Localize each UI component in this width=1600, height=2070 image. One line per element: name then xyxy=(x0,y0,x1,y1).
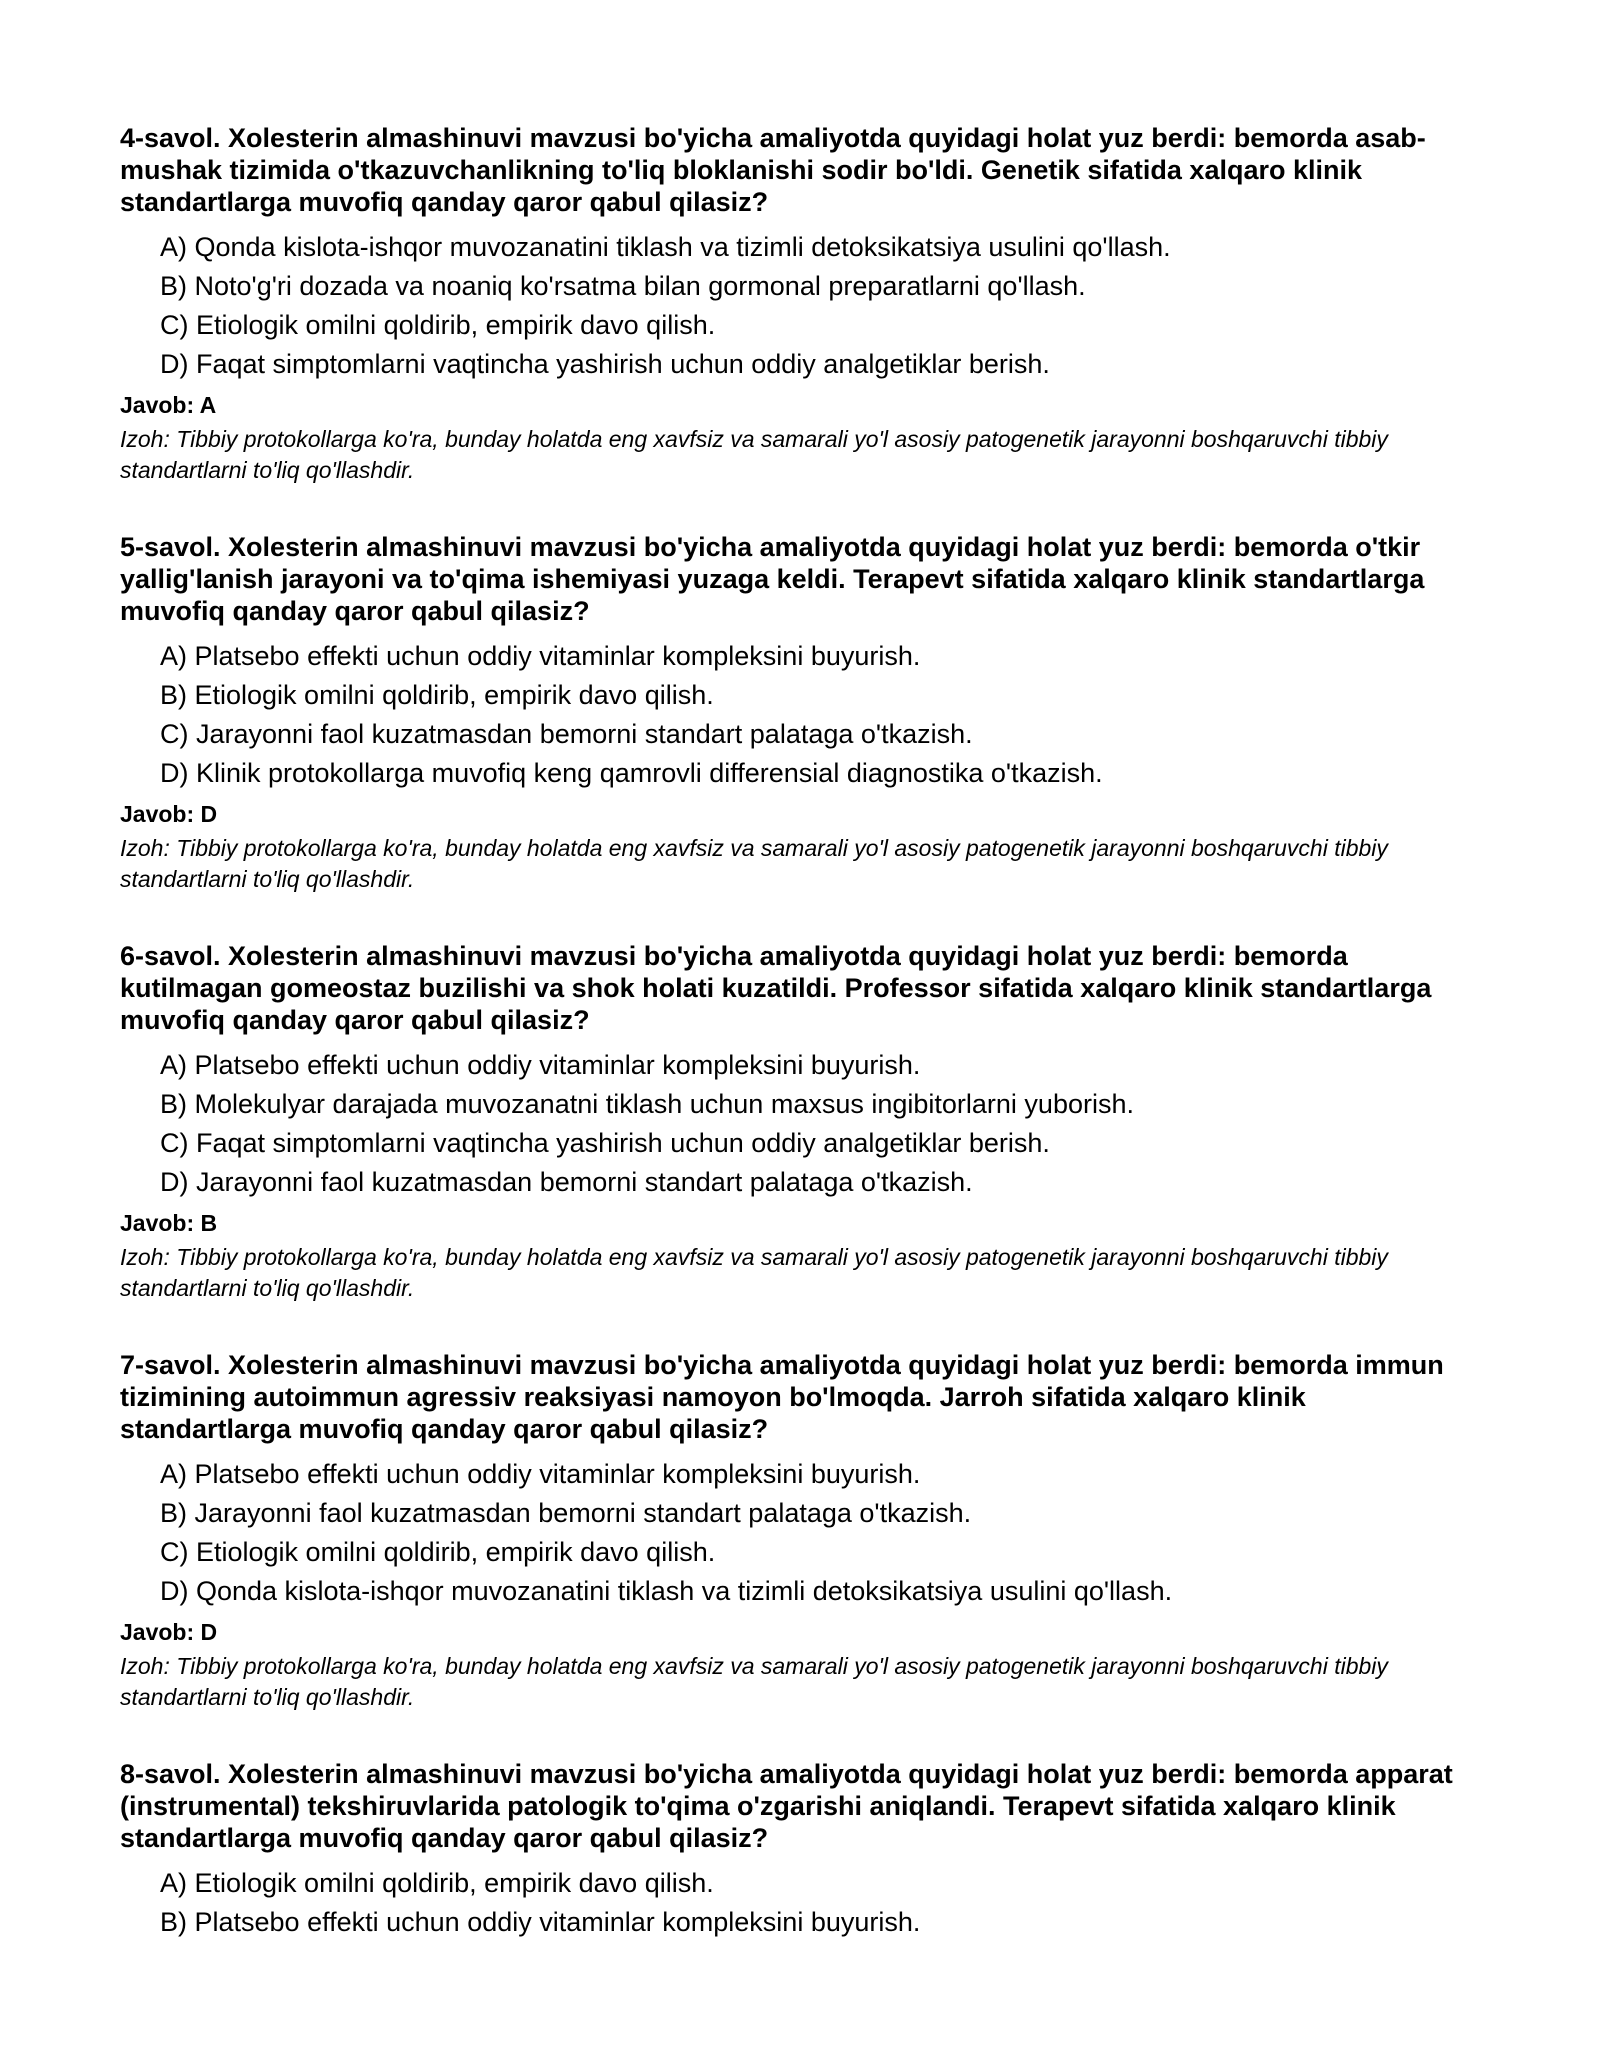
answer-text: Javob: A xyxy=(120,392,217,418)
options-list xyxy=(160,637,1480,793)
document-page xyxy=(120,122,1480,1942)
option-d: D) Jarayonni faol kuzatmasdan bemorni standart palataga o'tkazish. xyxy=(160,1167,973,1197)
option-b: B) Noto'g'ri dozada va noaniq ko'rsatma bilan gormonal preparatlarni qo'llash. xyxy=(160,271,1086,301)
option-c: C) Jarayonni faol kuzatmasdan bemorni standart palataga o'tkazish. xyxy=(160,719,973,749)
option-b: B) Jarayonni faol kuzatmasdan bemorni standart palataga o'tkazish. xyxy=(160,1498,972,1528)
answer-text: Javob: B xyxy=(120,1210,218,1236)
options-list xyxy=(160,1864,1480,1942)
explanation-note: Izoh: Tibbiy protokollarga ko'ra, bunday holatda eng xavfsiz va samarali yo'l asosiy patogenetik jarayonni boshqaruvchi tibbiy standartlarni to'liq qo'llashdir. xyxy=(120,426,1388,483)
options-list xyxy=(160,228,1480,384)
option-c: C) Faqat simptomlarni vaqtincha yashirish uchun oddiy analgetiklar berish. xyxy=(160,1128,1050,1158)
option-b: B) Platsebo effekti uchun oddiy vitaminlar kompleksini buyurish. xyxy=(160,1907,921,1937)
options-list xyxy=(160,1046,1480,1202)
option-d: D) Qonda kislota-ishqor muvozanatini tiklash va tizimli detoksikatsiya usulini qo'llash. xyxy=(160,1576,1173,1606)
option-d: D) Klinik protokollarga muvofiq keng qamrovli differensial diagnostika o'tkazish. xyxy=(160,758,1103,788)
question-block-6 xyxy=(120,940,1480,1349)
answer-text: Javob: D xyxy=(120,801,218,827)
question-block-7 xyxy=(120,1349,1480,1758)
option-a: A) Platsebo effekti uchun oddiy vitaminlar kompleksini buyurish. xyxy=(160,641,921,671)
option-b: B) Etiologik omilni qoldirib, empirik davo qilish. xyxy=(160,680,714,710)
question-block-8 xyxy=(120,1758,1480,1942)
explanation-note: Izoh: Tibbiy protokollarga ko'ra, bunday holatda eng xavfsiz va samarali yo'l asosiy patogenetik jarayonni boshqaruvchi tibbiy standartlarni to'liq qo'llashdir. xyxy=(120,835,1388,892)
option-d: D) Faqat simptomlarni vaqtincha yashirish uchun oddiy analgetiklar berish. xyxy=(160,349,1050,379)
question-text: 5-savol. Xolesterin almashinuvi mavzusi bo'yicha amaliyotda quyidagi holat yuz berdi: bemorda o'tkir yallig'lanish jarayoni va to'qima ishemiyasi yuzaga keldi. Terapevt sifatida xalqaro klinik standartlarga muvofiq qanday qaror qabul qilasiz? xyxy=(120,532,1425,626)
question-text: 7-savol. Xolesterin almashinuvi mavzusi bo'yicha amaliyotda quyidagi holat yuz berdi: bemorda immun tizimining autoimmun agressiv reaksiyasi namoyon bo'lmoqda. Jarroh sifatida xalqaro klinik standartlarga muvofiq qanday qaror qabul qilasiz? xyxy=(120,1350,1444,1444)
option-a: A) Etiologik omilni qoldirib, empirik davo qilish. xyxy=(160,1868,714,1898)
question-text: 6-savol. Xolesterin almashinuvi mavzusi bo'yicha amaliyotda quyidagi holat yuz berdi: bemorda kutilmagan gomeostaz buzilishi va shok holati kuzatildi. Professor sifatida xalqaro klinik standartlarga muvofiq qanday qaror qabul qilasiz? xyxy=(120,941,1432,1035)
option-b: B) Molekulyar darajada muvozanatni tiklash uchun maxsus ingibitorlarni yuborish. xyxy=(160,1089,1134,1119)
options-list xyxy=(160,1455,1480,1611)
explanation-note: Izoh: Tibbiy protokollarga ko'ra, bunday holatda eng xavfsiz va samarali yo'l asosiy patogenetik jarayonni boshqaruvchi tibbiy standartlarni to'liq qo'llashdir. xyxy=(120,1653,1388,1710)
explanation-note: Izoh: Tibbiy protokollarga ko'ra, bunday holatda eng xavfsiz va samarali yo'l asosiy patogenetik jarayonni boshqaruvchi tibbiy standartlarni to'liq qo'llashdir. xyxy=(120,1244,1388,1301)
option-c: C) Etiologik omilni qoldirib, empirik davo qilish. xyxy=(160,1537,716,1567)
question-text: 4-savol. Xolesterin almashinuvi mavzusi bo'yicha amaliyotda quyidagi holat yuz berdi: bemorda asab-mushak tizimida o'tkazuvchanlikning to'liq bloklanishi sodir bo'ldi. Genetik sifatida xalqaro klinik standartlarga muvofiq qanday qaror qabul qilasiz? xyxy=(120,123,1426,217)
question-block-4 xyxy=(120,122,1480,531)
answer-text: Javob: D xyxy=(120,1619,218,1645)
option-a: A) Platsebo effekti uchun oddiy vitaminlar kompleksini buyurish. xyxy=(160,1459,921,1489)
question-block-5 xyxy=(120,531,1480,940)
option-c: C) Etiologik omilni qoldirib, empirik davo qilish. xyxy=(160,310,716,340)
question-text: 8-savol. Xolesterin almashinuvi mavzusi bo'yicha amaliyotda quyidagi holat yuz berdi: bemorda apparat (instrumental) tekshiruvlarida patologik to'qima o'zgarishi aniqlandi. Terapevt sifatida xalqaro klinik standartlarga muvofiq qanday qaror qabul qilasiz? xyxy=(120,1759,1453,1853)
option-a: A) Platsebo effekti uchun oddiy vitaminlar kompleksini buyurish. xyxy=(160,1050,921,1080)
option-a: A) Qonda kislota-ishqor muvozanatini tiklash va tizimli detoksikatsiya usulini qo'llash. xyxy=(160,232,1171,262)
